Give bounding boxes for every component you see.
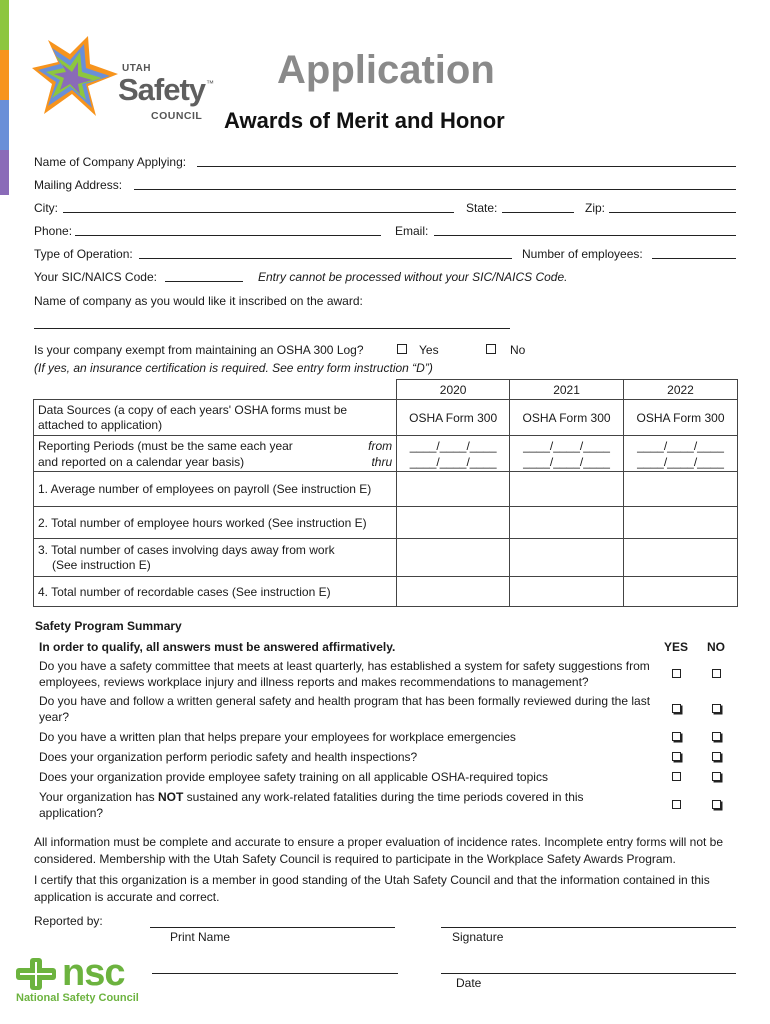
hours-worked-2021[interactable]: [510, 507, 624, 539]
mailing-address-field[interactable]: [134, 189, 736, 190]
yes-column-header: YES: [664, 640, 689, 654]
reporting-periods-label-1: Reporting Periods (must be the same each year: [38, 438, 293, 453]
zip-label: Zip:: [585, 201, 606, 215]
thru-date-2022[interactable]: ____/____/____: [637, 454, 724, 469]
table-corner: [34, 380, 397, 400]
osha-exempt-question: Is your company exempt from maintaining an OSHA 300 Log?: [34, 343, 364, 357]
avg-employees-2022[interactable]: [624, 472, 738, 507]
star-logo-icon: [30, 34, 125, 129]
national-safety-council-logo: [14, 952, 144, 1006]
recordable-cases-2021[interactable]: [510, 577, 624, 607]
days-away-label: 3. Total number of cases involving days away from work: [38, 542, 335, 557]
reporting-period-2021[interactable]: [510, 436, 624, 472]
date-label: Date: [456, 976, 482, 990]
osha-exempt-note: (If yes, an insurance certification is required. See entry form instruction “D”): [34, 361, 433, 375]
safety-committee-no-checkbox[interactable]: [712, 669, 721, 678]
days-away-2022[interactable]: [624, 539, 738, 577]
days-away-sublabel: (See instruction E): [52, 557, 151, 572]
fatalities-no-checkbox[interactable]: [712, 800, 721, 809]
side-stripe-orange: [0, 50, 9, 100]
sic-code-note: Entry cannot be processed without your SIC/NAICS Code.: [258, 270, 568, 284]
from-date-2020[interactable]: ____/____/____: [409, 438, 497, 453]
question-inspections: Does your organization perform periodic safety and health inspections?: [39, 750, 418, 764]
city-field[interactable]: [63, 212, 454, 213]
logo-safety-text: Safety: [118, 72, 206, 107]
question-emergency-plan: Do you have a written plan that helps prepare your employees for workplace emergencies: [39, 730, 516, 744]
recordable-cases-2022[interactable]: [624, 577, 738, 607]
email-field[interactable]: [434, 235, 736, 236]
inspections-no-checkbox[interactable]: [712, 752, 721, 761]
qualify-instruction: In order to qualify, all answers must be answered affirmatively.: [39, 640, 396, 654]
hours-worked-2020[interactable]: [397, 507, 510, 539]
inscribed-name-label: Name of company as you would like it inscribed on the award:: [34, 294, 363, 308]
logo-council-text: COUNCIL: [151, 110, 203, 122]
extra-line-field[interactable]: [152, 973, 398, 974]
type-of-operation-field[interactable]: [139, 258, 512, 259]
reporting-period-2020[interactable]: [397, 436, 510, 472]
sic-code-field[interactable]: [165, 281, 243, 282]
mailing-address-label: Mailing Address:: [34, 178, 123, 192]
nsc-name: National Safety Council: [16, 992, 139, 1004]
safety-training-no-checkbox[interactable]: [712, 772, 721, 781]
safety-committee-yes-checkbox[interactable]: [672, 669, 681, 678]
days-away-2020[interactable]: [397, 539, 510, 577]
type-of-operation-label: Type of Operation:: [34, 247, 133, 261]
phone-field[interactable]: [75, 235, 381, 236]
logo-utah-text: UTAH: [122, 63, 152, 74]
page-title: Application: [277, 48, 495, 92]
thru-date-2021[interactable]: ____/____/____: [523, 454, 610, 469]
from-label: from: [368, 438, 393, 453]
reporting-period-2022[interactable]: [624, 436, 738, 472]
page-subtitle: Awards of Merit and Honor: [224, 108, 505, 133]
fatalities-yes-checkbox[interactable]: [672, 800, 681, 809]
zip-field[interactable]: [609, 212, 736, 213]
logo-trademark: ™: [206, 79, 214, 88]
from-date-2021[interactable]: ____/____/____: [523, 438, 610, 453]
emergency-plan-no-checkbox[interactable]: [712, 732, 721, 741]
thru-date-2020[interactable]: ____/____/____: [409, 454, 497, 469]
thru-label: thru: [371, 454, 393, 469]
recordable-cases-2020[interactable]: [397, 577, 510, 607]
data-source-2022: OSHA Form 300: [624, 400, 738, 436]
data-source-2021: OSHA Form 300: [510, 400, 624, 436]
written-program-yes-checkbox[interactable]: [672, 704, 681, 713]
table-row: 1. Average number of employees on payroll (See instruction E): [34, 472, 397, 507]
num-employees-field[interactable]: [652, 258, 736, 259]
company-name-label: Name of Company Applying:: [34, 155, 187, 169]
data-source-2020: OSHA Form 300: [397, 400, 510, 436]
sic-code-label: Your SIC/NAICS Code:: [34, 270, 157, 284]
days-away-2021[interactable]: [510, 539, 624, 577]
print-name-label: Print Name: [170, 930, 231, 944]
osha-exempt-no-label: No: [510, 343, 526, 357]
osha-exempt-yes-checkbox[interactable]: [397, 344, 407, 354]
avg-employees-2020[interactable]: [397, 472, 510, 507]
table-row: [34, 539, 397, 577]
year-header-2021: 2021: [510, 380, 624, 400]
reported-by-label: Reported by:: [34, 914, 103, 928]
num-employees-label: Number of employees:: [522, 247, 643, 261]
osha-exempt-yes-label: Yes: [419, 343, 439, 357]
no-column-header: NO: [707, 640, 725, 654]
osha-statistics-table: [33, 379, 738, 607]
nsc-plus-icon: [14, 956, 58, 992]
year-header-2022: 2022: [624, 380, 738, 400]
emergency-plan-yes-checkbox[interactable]: [672, 732, 681, 741]
state-field[interactable]: [502, 212, 574, 213]
avg-employees-2021[interactable]: [510, 472, 624, 507]
reporting-periods-cell: [34, 436, 397, 472]
signature-label: Signature: [452, 930, 504, 944]
safety-program-summary-title: Safety Program Summary: [35, 619, 182, 633]
signature-field[interactable]: [441, 927, 736, 928]
fatalities-not-emphasis: NOT: [157, 790, 184, 804]
question-fatalities: [39, 789, 629, 821]
inspections-yes-checkbox[interactable]: [672, 752, 681, 761]
data-sources-label: Data Sources (a copy of each years' OSHA forms must be attached to application): [34, 400, 397, 436]
side-stripe-blue: [0, 100, 9, 150]
from-date-2022[interactable]: ____/____/____: [637, 438, 724, 453]
question-safety-training: Does your organization provide employee safety training on all applicable OSHA-required topics: [39, 770, 548, 784]
phone-label: Phone:: [34, 224, 73, 238]
nsc-wordmark: nsc: [62, 952, 125, 994]
fatalities-text-pre: Your organization has: [39, 790, 158, 804]
fatalities-text-post: sustained any work-related fatalities during the time periods covered in this application?: [39, 790, 584, 820]
question-safety-committee: Do you have a safety committee that meets at least quarterly, has established a system for safety suggestions from employees, reviews workplace injury and illness reports and makes recommendations to management?: [39, 659, 650, 689]
completeness-notice: All information must be complete and accurate to ensure a proper evaluation of incidence rates. Incomplete entry forms will not be considered. Membership with the Utah Safety Council is required to participate in the Workplace Safety Awards Program.: [34, 835, 724, 866]
state-label: State:: [466, 201, 498, 215]
print-name-field[interactable]: [150, 927, 395, 928]
email-label: Email:: [395, 224, 429, 238]
table-row: 4. Total number of recordable cases (See instruction E): [34, 577, 397, 607]
side-stripe-purple: [0, 150, 9, 195]
osha-exempt-no-checkbox[interactable]: [486, 344, 496, 354]
utah-safety-council-logo: [30, 34, 215, 129]
hours-worked-2022[interactable]: [624, 507, 738, 539]
written-program-no-checkbox[interactable]: [712, 704, 721, 713]
question-written-program: Do you have and follow a written general safety and health program that has been formally reviewed during the last year?: [39, 694, 651, 724]
city-label: City:: [34, 201, 58, 215]
inscribed-name-field[interactable]: [34, 328, 510, 329]
date-field[interactable]: [441, 973, 736, 974]
certification-statement: I certify that this organization is a member in good standing of the Utah Safety Council and that the information contained in this application is accurate and correct.: [34, 873, 710, 904]
year-header-2020: 2020: [397, 380, 510, 400]
table-row: 2. Total number of employee hours worked (See instruction E): [34, 507, 397, 539]
reporting-periods-label-2: and reported on a calendar year basis): [38, 454, 245, 469]
safety-training-yes-checkbox[interactable]: [672, 772, 681, 781]
side-stripe-green: [0, 0, 9, 50]
company-name-field[interactable]: [197, 166, 736, 167]
